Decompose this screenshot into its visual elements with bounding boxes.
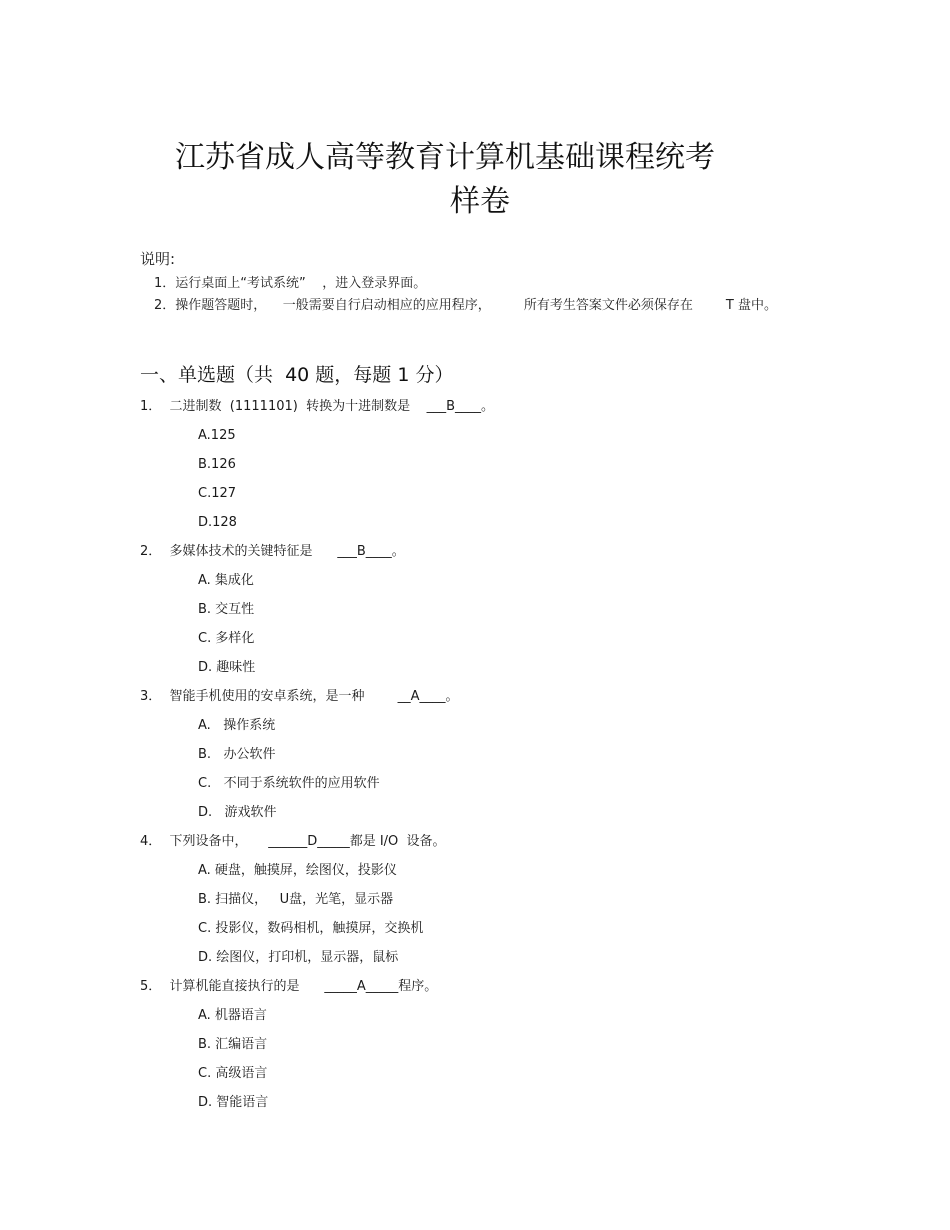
instruction-item: 1．运行桌面上“考试系统” ，进入登录界面。 <box>154 276 427 291</box>
question-5 <box>140 977 900 1112</box>
option-list <box>140 426 900 532</box>
option-list <box>140 716 900 822</box>
option-b: B. 汇编语言 <box>198 1037 268 1052</box>
question-stem: 4． 下列设备中， ______D_____都是 I/O 设备。 <box>140 834 446 849</box>
option-a: A. 硬盘，触摸屏，绘图仪，投影仪 <box>198 863 397 878</box>
instruction-item: 2．操作题答题时， 一般需要自行启动相应的应用程序， 所有考生答案文件必须保存在 T 盘中。 <box>154 298 777 313</box>
option-list <box>140 1006 900 1112</box>
question-stem: 1． 二进制数 (1111101) 转换为十进制数是 ___B____。 <box>140 399 495 414</box>
question-3 <box>140 687 900 822</box>
option-b: B. 交互性 <box>198 602 255 617</box>
section-heading: 一、单选题（共 40 题，每题 1 分） <box>140 364 454 386</box>
option-list <box>140 861 900 967</box>
option-a: A. 操作系统 <box>198 718 276 733</box>
option-a: A. 集成化 <box>198 573 254 588</box>
question-stem: 2． 多媒体技术的关键特征是 ___B____。 <box>140 544 405 559</box>
instructions-heading: 说明: <box>140 250 176 268</box>
option-a: A. 机器语言 <box>198 1008 267 1023</box>
option-b: B.126 <box>198 457 236 472</box>
document-title <box>0 136 950 224</box>
option-d: D.128 <box>198 515 237 530</box>
option-d: D. 趣味性 <box>198 660 256 675</box>
option-d: D. 游戏软件 <box>198 805 277 820</box>
option-d: D. 智能语言 <box>198 1095 269 1110</box>
question-stem: 5． 计算机能直接执行的是 _____A_____程序。 <box>140 979 438 994</box>
question-1 <box>140 397 900 532</box>
title-line-1: 江苏省成人高等教育计算机基础课程统考 <box>175 140 715 175</box>
instructions <box>140 248 777 317</box>
title-line-2: 样卷 <box>450 184 510 219</box>
option-a: A.125 <box>198 428 236 443</box>
question-stem: 3． 智能手机使用的安卓系统，是一种 __A____。 <box>140 689 459 704</box>
option-d: D. 绘图仪，打印机，显示器，鼠标 <box>198 950 399 965</box>
option-c: C. 不同于系统软件的应用软件 <box>198 776 380 791</box>
question-list <box>140 397 900 1122</box>
option-c: C. 高级语言 <box>198 1066 268 1081</box>
option-list <box>140 571 900 677</box>
option-c: C. 多样化 <box>198 631 255 646</box>
question-4 <box>140 832 900 967</box>
option-c: C.127 <box>198 486 237 501</box>
option-b: B. 办公软件 <box>198 747 276 762</box>
option-b: B. 扫描仪， U盘，光笔，显示器 <box>198 892 394 907</box>
option-c: C. 投影仪，数码相机，触摸屏，交换机 <box>198 921 424 936</box>
question-2 <box>140 542 900 677</box>
